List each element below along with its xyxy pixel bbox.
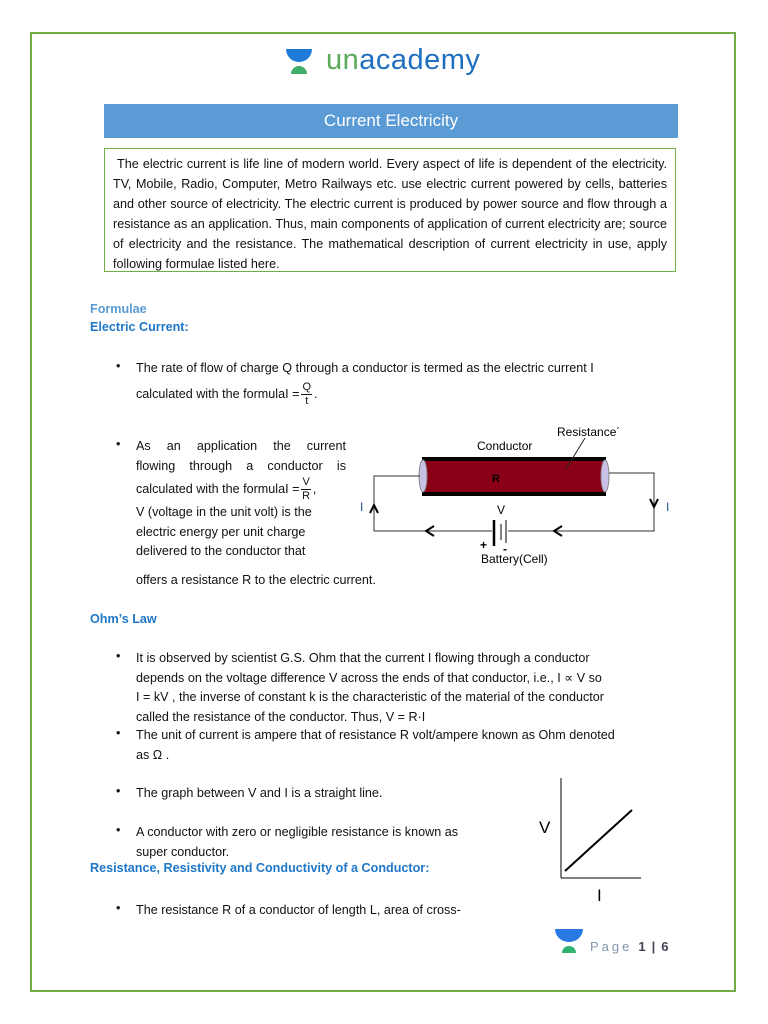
bullet2-text bbox=[136, 437, 346, 562]
page-word: Page bbox=[590, 939, 633, 954]
res-bullet1: The resistance R of a conductor of length L, area of cross- bbox=[136, 903, 461, 917]
bullet-dot: • bbox=[116, 901, 121, 915]
conductor-body bbox=[422, 461, 606, 492]
formula-end: , bbox=[312, 481, 317, 496]
ohms-bullet3: The graph between V and I is a straight line. bbox=[136, 786, 383, 800]
ohms-line: A conductor with zero or negligible resistance is known as bbox=[136, 825, 459, 839]
bullet2-last-line: offers a resistance R to the electric current. bbox=[136, 573, 376, 587]
ohms-line: super conductor. bbox=[136, 844, 230, 859]
battery-label: Battery(Cell) bbox=[481, 552, 548, 566]
current-label-right: I bbox=[666, 500, 670, 514]
ohms-line: The unit of current is ampere that of resistance R volt/ampere known as Ohm denoted bbox=[136, 728, 615, 742]
resistance-heading: Resistance, Resistivity and Conductivity of a Conductor: bbox=[90, 861, 430, 875]
formulae-heading: Formulae bbox=[90, 302, 147, 316]
v-i-graph bbox=[535, 775, 645, 905]
x-axis-label: I bbox=[597, 886, 602, 905]
bullet2-line: flowing through a conductor is bbox=[136, 458, 346, 473]
bullet-dot: • bbox=[116, 823, 121, 837]
ohms-bullet1 bbox=[136, 649, 604, 727]
page-footer bbox=[554, 928, 668, 954]
fraction bbox=[301, 381, 312, 408]
denominator: t bbox=[305, 394, 309, 407]
page-separator: | bbox=[651, 939, 656, 954]
bullet1-line1: The rate of flow of charge Q through a conductor is termed as the electric current I bbox=[136, 361, 594, 375]
plus-label: + bbox=[480, 538, 488, 552]
page-total: 6 bbox=[661, 939, 669, 954]
ohms-bullet4 bbox=[136, 823, 458, 862]
ohms-line: as Ω . bbox=[136, 747, 170, 762]
bullet2-line: electric energy per unit charge bbox=[136, 524, 306, 539]
denominator: R bbox=[302, 490, 311, 502]
bullet-dot: • bbox=[116, 784, 121, 798]
formula-end: . bbox=[314, 386, 318, 401]
bullet2-line: As an application the current bbox=[136, 439, 346, 453]
ohms-bullet2 bbox=[136, 726, 615, 765]
resistance-label: Resistance´ bbox=[557, 425, 621, 439]
v-i-line bbox=[565, 810, 632, 871]
ohms-law-heading: Ohm’s Law bbox=[90, 612, 157, 626]
bullet2-line: delivered to the conductor that bbox=[136, 544, 306, 558]
bullet1-line2: calculated with the formula bbox=[136, 386, 286, 401]
current-label-left: I bbox=[360, 500, 364, 514]
bullet-dot: • bbox=[116, 726, 121, 740]
unacademy-logo bbox=[284, 44, 480, 77]
bullet2-line: V (voltage in the unit volt) is the bbox=[136, 505, 312, 519]
numerator: V bbox=[302, 476, 310, 488]
conductor-end bbox=[601, 460, 609, 492]
logo-text-un: un bbox=[326, 44, 360, 76]
unacademy-logo-icon bbox=[554, 928, 584, 954]
minus-label: - bbox=[503, 542, 507, 556]
logo-text-academy: academy bbox=[359, 44, 481, 76]
bullet-dot: • bbox=[116, 649, 121, 663]
bullet2-line: calculated with the formula bbox=[136, 481, 286, 496]
bullet1-text bbox=[136, 359, 594, 408]
conductor-end bbox=[419, 460, 427, 492]
numerator: Q bbox=[302, 380, 312, 393]
y-axis-label: V bbox=[539, 818, 551, 837]
fraction bbox=[301, 476, 310, 503]
bullet-dot: • bbox=[116, 437, 121, 451]
unacademy-logo-icon bbox=[284, 46, 314, 76]
ohms-line: depends on the voltage difference V across the ends of that conductor, i.e., I ∝ V so bbox=[136, 670, 602, 685]
conductor-label: Conductor bbox=[477, 439, 533, 453]
page-number: 1 bbox=[638, 939, 646, 954]
voltage-label: V bbox=[497, 503, 506, 517]
ohms-line: It is observed by scientist G.S. Ohm that the current I flowing through a conductor bbox=[136, 651, 590, 665]
r-label: R bbox=[492, 473, 500, 485]
page-title: Current Electricity bbox=[104, 104, 678, 138]
bullet-dot: • bbox=[116, 359, 121, 373]
circuit-diagram bbox=[360, 410, 690, 570]
ohms-line: I = kV , the inverse of constant k is the characteristic of the material of the conductor bbox=[136, 690, 604, 704]
ohms-line: called the resistance of the conductor. Thus, V = R·I bbox=[136, 709, 426, 724]
intro-paragraph: The electric current is life line of modern world. Every aspect of life is dependent of the electricity. TV, Mobile, Radio, Computer, Metro Railways etc. use electric current powered by cells, batteries and other source of electricity. The electric current is produced by power source and flow through a resistance as an application. Thus, main components of application of current electricity are; source of electricity and the resistance. The mathematical description of current electricity in use, apply following formulae listed here. bbox=[104, 148, 676, 272]
electric-current-heading: Electric Current: bbox=[90, 320, 189, 334]
formula-lhs: I = bbox=[285, 386, 300, 401]
formula-lhs: I = bbox=[285, 481, 300, 496]
